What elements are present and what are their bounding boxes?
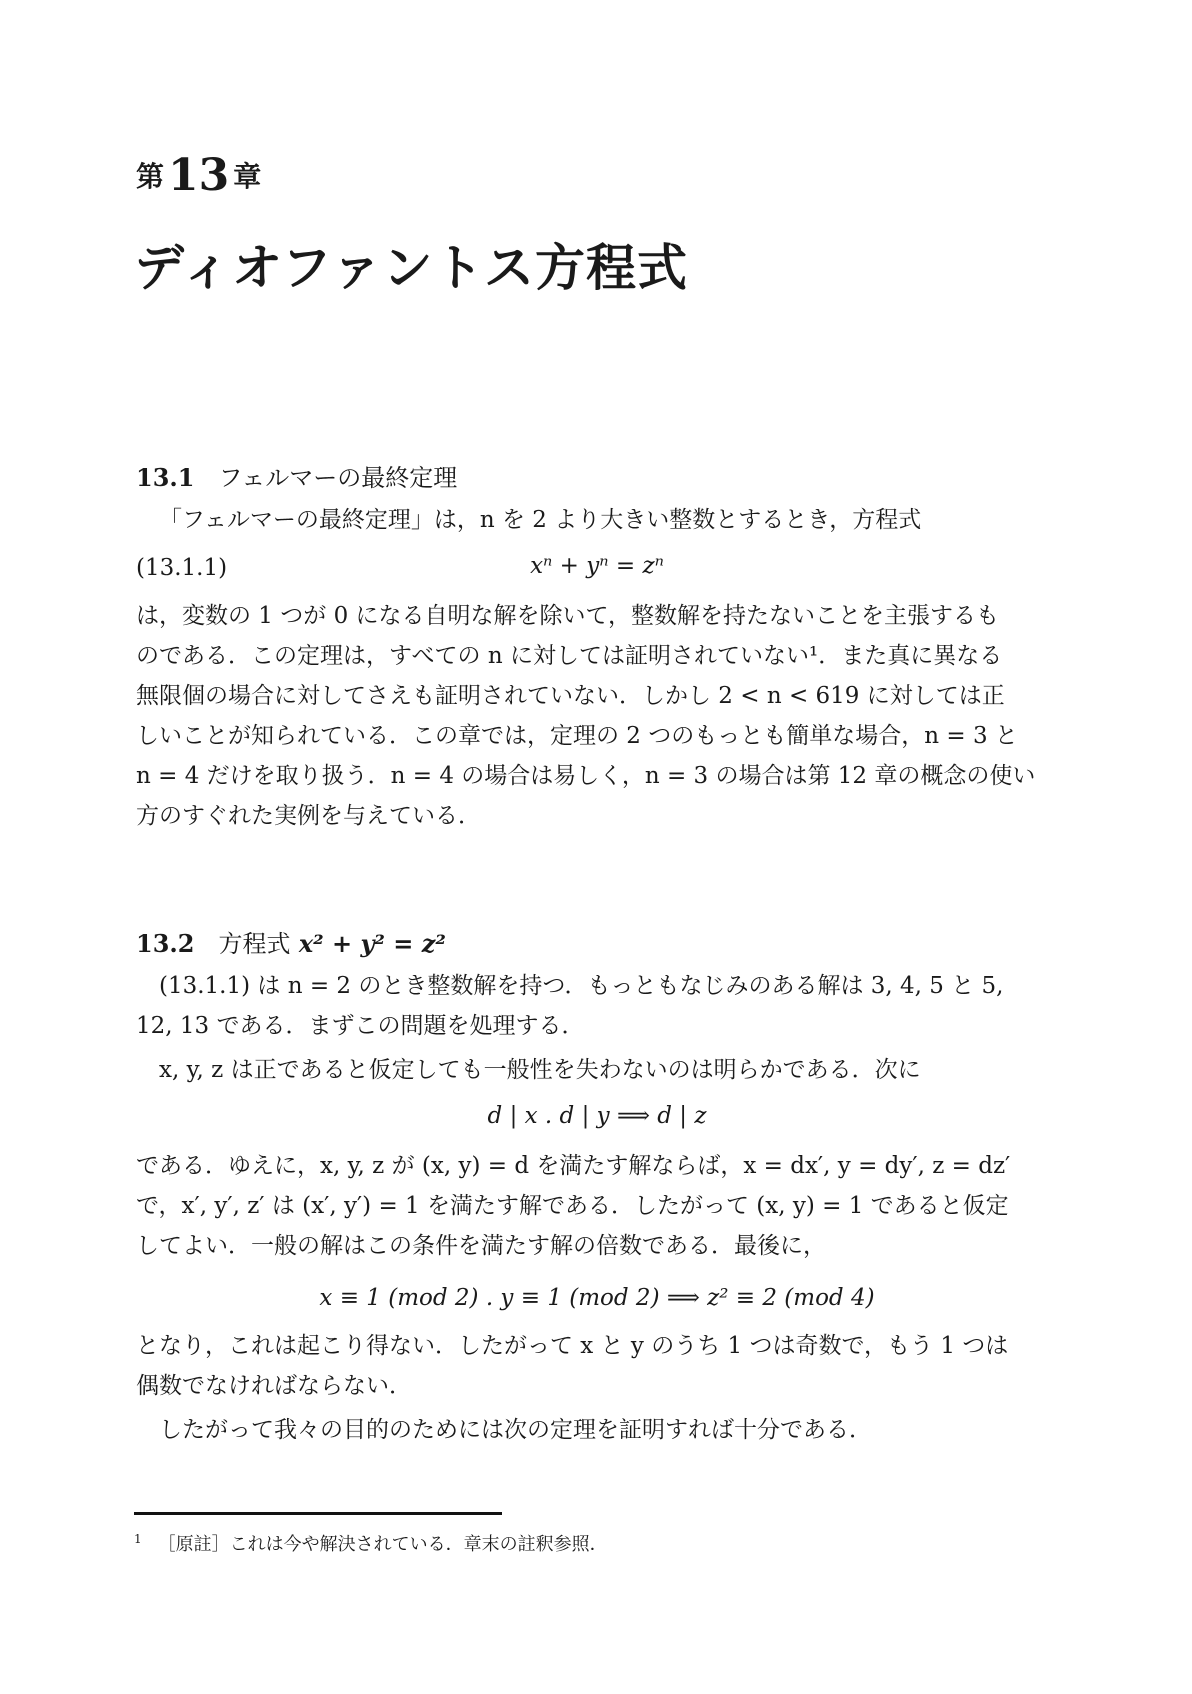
paragraph-line: n = 4 だけを取り扱う．n = 4 の場合は易しく，n = 3 の場合は第 12 章の概念の使い — [136, 763, 1036, 789]
section-title: 方程式 — [218, 930, 291, 958]
footnote-text: ［原註］これは今や解決されている．章末の註釈参照． — [157, 1534, 608, 1555]
paragraph-line: x, y, z は正であると仮定しても一般性を失わないのは明らかである．次に — [159, 1057, 921, 1083]
paragraph-fermat-discussion — [136, 596, 1058, 836]
paragraph-intro — [136, 500, 1081, 540]
paragraph-line: である．ゆえに，x, y, z が (x, y) = d を満たす解ならば，x = dx′, y = dy′, z = dz′ — [136, 1153, 1011, 1179]
paragraph-line: となり，これは起こり得ない．したがって x と y のうち 1 つは奇数で，もう 1 つは — [136, 1333, 1009, 1359]
paragraph-parity — [136, 1326, 1058, 1406]
footnote — [134, 1530, 608, 1556]
section-heading-13-1 — [136, 458, 457, 493]
equation-fermat: xⁿ + yⁿ = zⁿ — [530, 553, 664, 579]
paragraph-line: のである．この定理は，すべての n に対しては証明されていない¹．また真に異なる — [136, 643, 1003, 669]
paragraph-line: 12, 13 である．まずこの問題を処理する． — [136, 1013, 585, 1039]
chapter-number: 13 — [168, 150, 230, 201]
paragraph-line: は，変数の 1 つが 0 になる自明な解を除いて，整数解を持たないことを主張するも — [136, 603, 1000, 629]
footnote-rule — [134, 1512, 502, 1515]
paragraph-line: 方のすぐれた実例を与えている． — [136, 803, 481, 829]
paragraph-positivity — [136, 1050, 1081, 1090]
paragraph-line: で，x′, y′, z′ は (x′, y′) = 1 を満たす解である．したがって (x, y) = 1 であると仮定 — [136, 1193, 1009, 1219]
equation-label: (13.1.1) — [136, 555, 228, 581]
paragraph-line: してよい．一般の解はこの条件を満たす解の倍数である．最後に， — [136, 1233, 826, 1259]
chapter-suffix: 章 — [233, 160, 262, 193]
chapter-title: ディオファントス方程式 — [134, 238, 688, 297]
section-number: 13.1 — [136, 463, 195, 492]
equation-divisibility: d | x . d | y ⟹ d | z — [487, 1103, 707, 1129]
footnote-mark: 1 — [134, 1532, 142, 1546]
equation-mod: x ≡ 1 (mod 2) . y ≡ 1 (mod 2) ⟹ z² ≡ 2 (mod 4) — [319, 1285, 875, 1311]
section-title-equation: x² + y² = z² — [298, 929, 446, 958]
section-title: フェルマーの最終定理 — [218, 464, 458, 492]
paragraph-n2-solutions — [136, 966, 1081, 1046]
paragraph-line: 偶数でなければならない． — [136, 1373, 412, 1399]
paragraph-line: (13.1.1) は n = 2 のとき整数解を持つ．もっともなじみのある解は 3, 4, 5 と 5, — [159, 973, 1004, 999]
section-number: 13.2 — [136, 929, 195, 958]
paragraph-line: しいことが知られている．この章では，定理の 2 つのもっとも簡単な場合，n = 3 と — [136, 723, 1018, 749]
paragraph-line: 無限個の場合に対してさえも証明されていない．しかし 2 < n < 619 に対しては正 — [136, 683, 1005, 709]
paragraph-line: 「フェルマーの最終定理」は，n を 2 より大きい整数とするとき，方程式 — [159, 507, 922, 533]
paragraph-line: したがって我々の目的のためには次の定理を証明すれば十分である． — [159, 1417, 872, 1443]
chapter-label — [136, 150, 261, 201]
chapter-prefix: 第 — [136, 160, 165, 193]
paragraph-gcd-reduction — [136, 1146, 1058, 1266]
section-heading-13-2 — [136, 924, 446, 959]
paragraph-conclusion — [136, 1410, 1081, 1450]
